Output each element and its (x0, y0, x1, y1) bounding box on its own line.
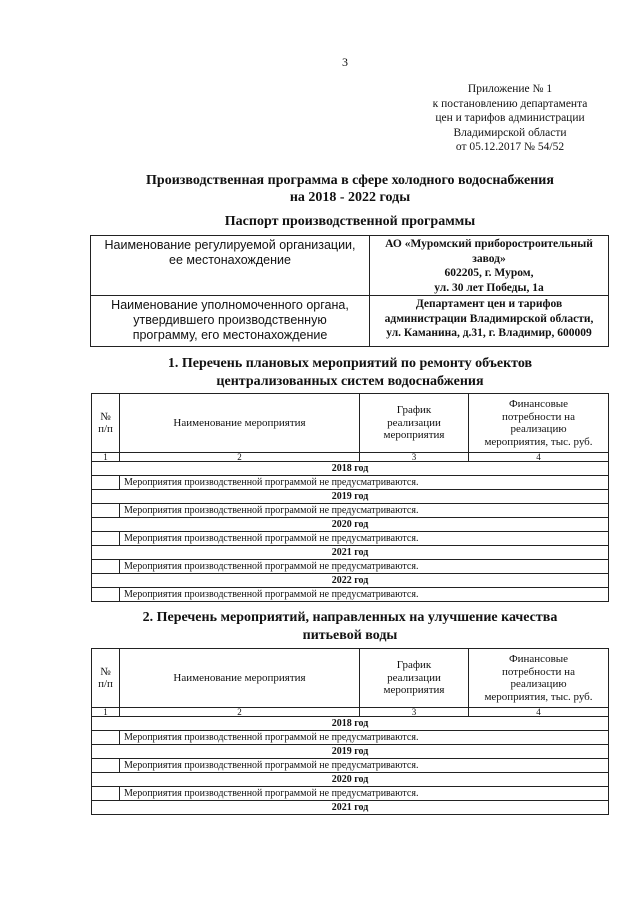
table-row (92, 504, 609, 518)
row-number (92, 759, 120, 773)
header-line: Финансовые (508, 653, 569, 665)
year-row (92, 717, 609, 731)
table-row (92, 731, 609, 745)
event-text: Мероприятия производственной программой не предусматриваются. (120, 532, 609, 546)
passport-row (91, 296, 609, 347)
label-line: программу, его местонахождение (132, 328, 328, 342)
header-line: График (396, 659, 432, 672)
appendix-line: Приложение № 1 (467, 83, 553, 95)
passport-value (370, 236, 609, 296)
event-text: Мероприятия производственной программой не предусматриваются. (120, 504, 609, 518)
section1-heading (90, 355, 610, 391)
appendix-line: цен и тарифов администрации (435, 112, 585, 124)
row-number (92, 731, 120, 745)
column-number-row (92, 708, 609, 717)
row-number (92, 787, 120, 801)
column-number: 1 (92, 708, 120, 717)
value-line: администрации Владимирской области, (384, 312, 594, 325)
passport-value (370, 296, 609, 347)
passport-row (91, 236, 609, 296)
event-text: Мероприятия производственной программой не предусматриваются. (120, 731, 609, 745)
appendix-note (410, 82, 610, 155)
year-row (92, 801, 609, 815)
header-line: реализацию (510, 678, 567, 690)
column-header (469, 649, 609, 708)
event-text: Мероприятия производственной программой не предусматриваются. (120, 759, 609, 773)
table-row (92, 759, 609, 773)
header-line: График (396, 404, 432, 417)
column-header (120, 649, 360, 708)
column-number: 4 (469, 453, 609, 462)
header-line: мероприятия (383, 429, 445, 442)
year-label: 2022 год (92, 574, 609, 588)
header-line: потребности на (502, 665, 575, 678)
column-number: 3 (360, 453, 469, 462)
year-label: 2018 год (92, 462, 609, 476)
heading-line: 1. Перечень плановых мероприятий по ремонту объектов (167, 356, 533, 371)
year-row (92, 490, 609, 504)
value-line: завод» (472, 252, 506, 265)
year-label: 2019 год (92, 490, 609, 504)
value-line: АО «Муромский приборостроительный (385, 238, 593, 250)
header-row (92, 394, 609, 453)
label-line: ее местонахождение (169, 253, 291, 267)
section2-table (91, 648, 609, 815)
title-line: Производственная программа в сфере холодного водоснабжения (146, 173, 554, 188)
label-line: утвердившего производственную (133, 313, 327, 327)
column-header (360, 394, 469, 453)
header-line: мероприятия (383, 684, 445, 697)
year-row (92, 462, 609, 476)
year-label: 2019 год (92, 745, 609, 759)
header-line: Финансовые (508, 398, 569, 410)
heading-line: 2. Перечень мероприятий, направленных на улучшение качества (142, 610, 558, 625)
header-line: Наименование мероприятия (173, 671, 306, 684)
year-label: 2021 год (92, 546, 609, 560)
table-row (92, 476, 609, 490)
header-line: мероприятия, тыс. руб. (484, 690, 593, 703)
appendix-line: к постановлению департамента (432, 97, 588, 110)
row-number (92, 504, 120, 518)
label-line: Наименование уполномоченного органа, (111, 298, 349, 312)
column-header (120, 394, 360, 453)
passport-heading: Паспорт производственной программы (224, 214, 476, 229)
year-label: 2020 год (92, 773, 609, 787)
year-row (92, 518, 609, 532)
table-row (92, 532, 609, 546)
section1-table (91, 393, 609, 602)
row-number (92, 588, 120, 602)
label-line: Наименование регулируемой организации, (104, 238, 356, 252)
year-label: 2020 год (92, 518, 609, 532)
header-line: Наименование мероприятия (173, 416, 306, 429)
column-header (469, 394, 609, 453)
header-row (92, 649, 609, 708)
column-number: 4 (469, 708, 609, 717)
header-line: мероприятия, тыс. руб. (484, 435, 593, 448)
page-number: 3 (342, 55, 348, 69)
header-line: № (100, 410, 111, 423)
column-number: 3 (360, 708, 469, 717)
value-line: Департамент цен и тарифов (415, 298, 563, 310)
appendix-line: Владимирской области (453, 126, 567, 139)
event-text: Мероприятия производственной программой не предусматриваются. (120, 476, 609, 490)
heading-line: питьевой воды (302, 628, 398, 643)
event-text: Мероприятия производственной программой не предусматриваются. (120, 787, 609, 801)
value-line: 602205, г. Муром, (444, 267, 534, 279)
year-row (92, 773, 609, 787)
event-text: Мероприятия производственной программой не предусматриваются. (120, 560, 609, 574)
value-line: ул. Каманина, д.31, г. Владимир, 600009 (386, 327, 592, 339)
column-number: 2 (120, 708, 360, 717)
table-row (92, 560, 609, 574)
event-text: Мероприятия производственной программой не предусматриваются. (120, 588, 609, 602)
value-line: ул. 30 лет Победы, 1а (434, 281, 544, 294)
table-row (92, 787, 609, 801)
header-line: п/п (98, 423, 113, 435)
column-header (92, 649, 120, 708)
header-line: п/п (98, 678, 113, 690)
year-row (92, 546, 609, 560)
header-line: реализации (387, 416, 441, 429)
header-line: потребности на (502, 410, 575, 423)
column-number: 2 (120, 453, 360, 462)
column-number-row (92, 453, 609, 462)
table-row (92, 588, 609, 602)
passport-label (91, 236, 370, 296)
section2-heading (90, 609, 610, 645)
appendix-line: от 05.12.2017 № 54/52 (455, 141, 565, 153)
year-row (92, 574, 609, 588)
column-header (360, 649, 469, 708)
heading-line: централизованных систем водоснабжения (216, 374, 484, 389)
row-number (92, 476, 120, 490)
year-row (92, 745, 609, 759)
year-label: 2018 год (92, 717, 609, 731)
column-header (92, 394, 120, 453)
passport-label (91, 296, 370, 347)
column-number: 1 (92, 453, 120, 462)
year-label: 2021 год (92, 801, 609, 815)
title-line: на 2018 - 2022 годы (289, 190, 411, 205)
header-line: реализацию (510, 423, 567, 435)
row-number (92, 560, 120, 574)
row-number (92, 532, 120, 546)
header-line: № (100, 665, 111, 678)
document-title (90, 172, 610, 206)
passport-table (90, 235, 609, 347)
header-line: реализации (387, 671, 441, 684)
